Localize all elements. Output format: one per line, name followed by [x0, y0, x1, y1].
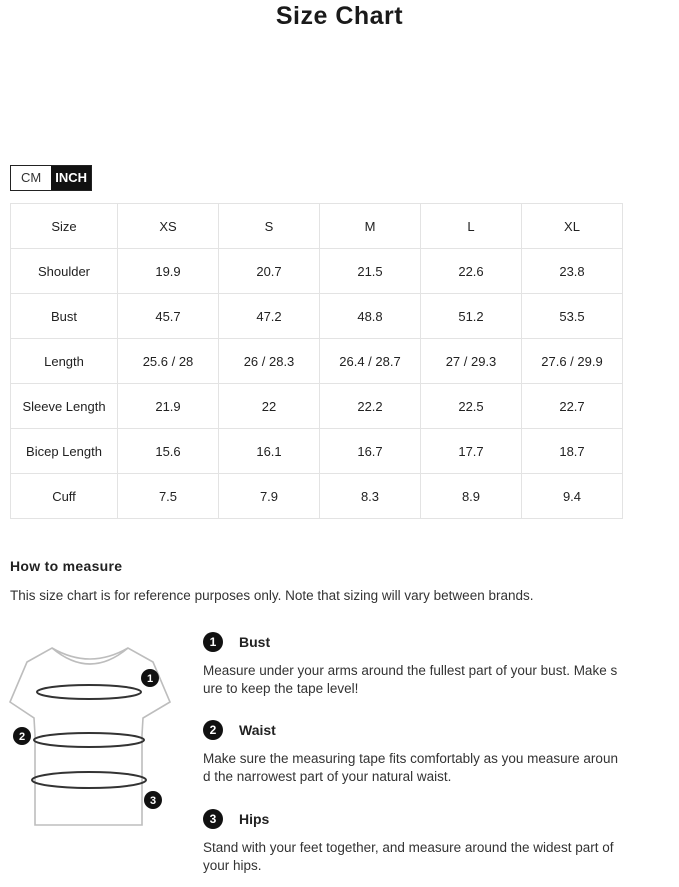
- table-row: [11, 339, 623, 384]
- unit-toggle[interactable]: [10, 165, 92, 191]
- marker-1: [141, 669, 159, 687]
- table-cell: 25.6 / 28: [118, 339, 219, 384]
- header-cell-xl: XL: [522, 204, 623, 249]
- svg-text:1: 1: [146, 673, 154, 685]
- table-cell: 9.4: [522, 474, 623, 519]
- table-cell: 48.8: [320, 294, 421, 339]
- table-cell: 19.9: [118, 249, 219, 294]
- table-cell: 21.5: [320, 249, 421, 294]
- table-row: [11, 249, 623, 294]
- table-row: [11, 474, 623, 519]
- step-title: Bust: [239, 634, 271, 650]
- table-cell: 22.2: [320, 384, 421, 429]
- table-cell: 7.9: [219, 474, 320, 519]
- marker-3: [144, 791, 162, 809]
- svg-text:2: 2: [18, 731, 26, 743]
- table-cell: 22.7: [522, 384, 623, 429]
- svg-text:3: 3: [149, 795, 157, 807]
- table-cell: 22: [219, 384, 320, 429]
- table-cell: 53.5: [522, 294, 623, 339]
- step-number-badge: 2: [203, 720, 223, 740]
- row-label: Shoulder: [11, 249, 118, 294]
- table-cell: 8.9: [421, 474, 522, 519]
- row-label: Length: [11, 339, 118, 384]
- header-cell-s: S: [219, 204, 320, 249]
- row-label: Cuff: [11, 474, 118, 519]
- step-number-badge: 1: [203, 632, 223, 652]
- table-cell: 8.3: [320, 474, 421, 519]
- table-header-row: [11, 204, 623, 249]
- table-cell: 17.7: [421, 429, 522, 474]
- table-cell: 27 / 29.3: [421, 339, 522, 384]
- step-description: Make sure the measuring tape fits comfortably as you measure aroun d the narrowest part of your natural waist.: [203, 751, 618, 784]
- table-cell: 23.8: [522, 249, 623, 294]
- step-bust: [203, 631, 679, 698]
- unit-cm-option[interactable]: CM: [11, 166, 51, 190]
- table-cell: 47.2: [219, 294, 320, 339]
- table-cell: 16.7: [320, 429, 421, 474]
- row-label: Sleeve Length: [11, 384, 118, 429]
- row-label: Bicep Length: [11, 429, 118, 474]
- header-cell-m: M: [320, 204, 421, 249]
- table-cell: 22.6: [421, 249, 522, 294]
- step-title: Hips: [239, 811, 270, 827]
- how-to-measure-heading: How to measure: [10, 558, 123, 574]
- table-cell: 27.6 / 29.9: [522, 339, 623, 384]
- table-cell: 26.4 / 28.7: [320, 339, 421, 384]
- step-title: Waist: [239, 722, 276, 738]
- table-cell: 16.1: [219, 429, 320, 474]
- step-hips: [203, 808, 679, 875]
- header-cell-l: L: [421, 204, 522, 249]
- tshirt-diagram: [5, 640, 175, 835]
- page-title: Size Chart: [275, 2, 404, 30]
- step-description: Stand with your feet together, and measure around the widest part of your hips.: [203, 840, 614, 873]
- table-cell: 22.5: [421, 384, 522, 429]
- reference-note: This size chart is for reference purposes only. Note that sizing will vary between brands.: [10, 588, 534, 603]
- table-cell: 21.9: [118, 384, 219, 429]
- header-cell-xs: XS: [118, 204, 219, 249]
- step-waist: [203, 719, 679, 786]
- table-row: [11, 384, 623, 429]
- table-cell: 20.7: [219, 249, 320, 294]
- marker-2: [13, 727, 31, 745]
- table-row: [11, 429, 623, 474]
- table-cell: 26 / 28.3: [219, 339, 320, 384]
- step-description: Measure under your arms around the fullest part of your bust. Make s ure to keep the tape level!: [203, 663, 618, 696]
- size-table: [10, 203, 623, 519]
- table-cell: 15.6: [118, 429, 219, 474]
- table-cell: 51.2: [421, 294, 522, 339]
- table-row: [11, 294, 623, 339]
- table-cell: 7.5: [118, 474, 219, 519]
- unit-inch-option[interactable]: INCH: [51, 166, 91, 190]
- table-cell: 45.7: [118, 294, 219, 339]
- header-cell-size: Size: [11, 204, 118, 249]
- step-number-badge: 3: [203, 809, 223, 829]
- table-cell: 18.7: [522, 429, 623, 474]
- row-label: Bust: [11, 294, 118, 339]
